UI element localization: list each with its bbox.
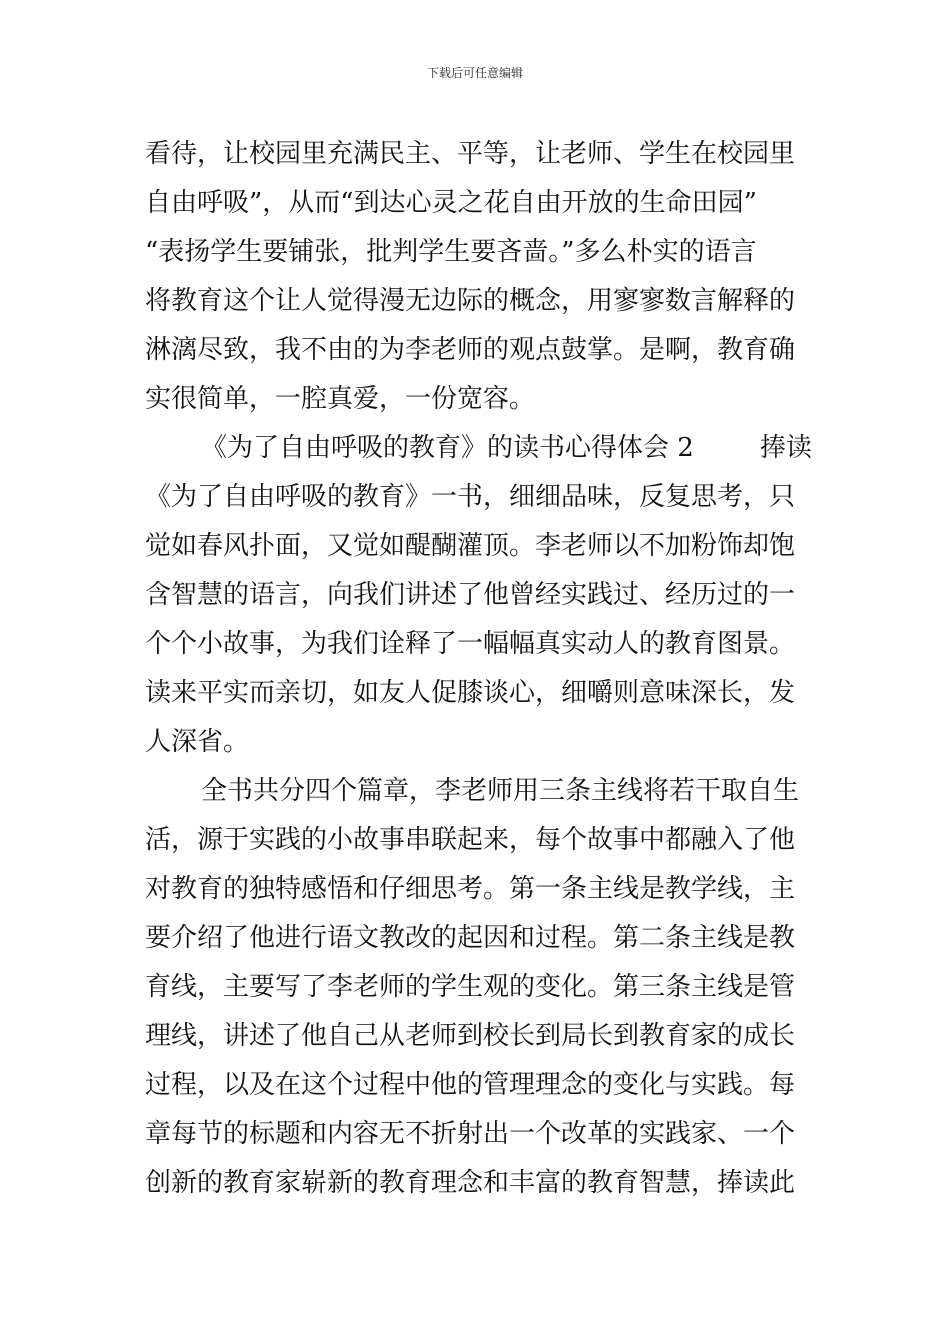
document-body bbox=[145, 130, 812, 1208]
paragraph-2 bbox=[145, 424, 812, 767]
text-line: 育线，主要写了李老师的学生观的变化。第三条主线是管 bbox=[145, 972, 796, 1002]
paragraph-1 bbox=[145, 130, 805, 424]
text-line: 全书共分四个篇章，李老师用三条主线将若干取自生 bbox=[201, 776, 800, 806]
text-line: “表扬学生要铺张，批判学生要吝啬。”多么朴实的语言 bbox=[145, 237, 757, 267]
paragraph-3 bbox=[145, 767, 805, 1208]
text-line: 淋漓尽致，我不由的为李老师的观点鼓掌。是啊，教育确 bbox=[145, 335, 796, 365]
text-line: 读来平实而亲切，如友人促膝谈心，细嚼则意味深长，发 bbox=[145, 678, 796, 708]
text-line: 要介绍了他进行语文教改的起因和过程。第二条主线是教 bbox=[145, 923, 796, 953]
text-line: 个个小故事，为我们诠释了一幅幅真实动人的教育图景。 bbox=[145, 629, 796, 659]
text-line: 创新的教育家崭新的教育理念和丰富的教育智慧，捧读此 bbox=[145, 1168, 796, 1198]
text-line: 《为了自由呼吸的教育》一书，细细品味，反复思考，只 bbox=[145, 482, 796, 512]
text-line: 将教育这个让人觉得漫无边际的概念，用寥寥数言解释的 bbox=[145, 286, 796, 316]
text-line: 对教育的独特感悟和仔细思考。第一条主线是教学线，主 bbox=[145, 874, 796, 904]
text-line: 《为了自由呼吸的教育》的读书心得体会 2 捧读 bbox=[201, 433, 812, 463]
text-line: 自由呼吸”，从而“到达心灵之花自由开放的生命田园” bbox=[145, 188, 757, 218]
text-line: 含智慧的语言，向我们讲述了他曾经实践过、经历过的一 bbox=[145, 580, 796, 610]
text-line: 觉如春风扑面，又觉如醍醐灌顶。李老师以不加粉饰却饱 bbox=[145, 531, 796, 561]
text-line: 人深省。 bbox=[145, 727, 250, 757]
text-line: 实很简单，一腔真爱，一份宽容。 bbox=[145, 384, 536, 414]
page-header: 下载后可任意编辑 bbox=[426, 66, 523, 80]
text-line: 过程，以及在这个过程中他的管理理念的变化与实践。每 bbox=[145, 1070, 796, 1100]
text-line: 章每节的标题和内容无不折射出一个改革的实践家、一个 bbox=[145, 1119, 796, 1149]
text-line: 理线，讲述了他自己从老师到校长到局长到教育家的成长 bbox=[145, 1021, 796, 1051]
text-line: 活，源于实践的小故事串联起来，每个故事中都融入了他 bbox=[145, 825, 796, 855]
text-line: 看待，让校园里充满民主、平等，让老师、学生在校园里 bbox=[145, 139, 796, 169]
